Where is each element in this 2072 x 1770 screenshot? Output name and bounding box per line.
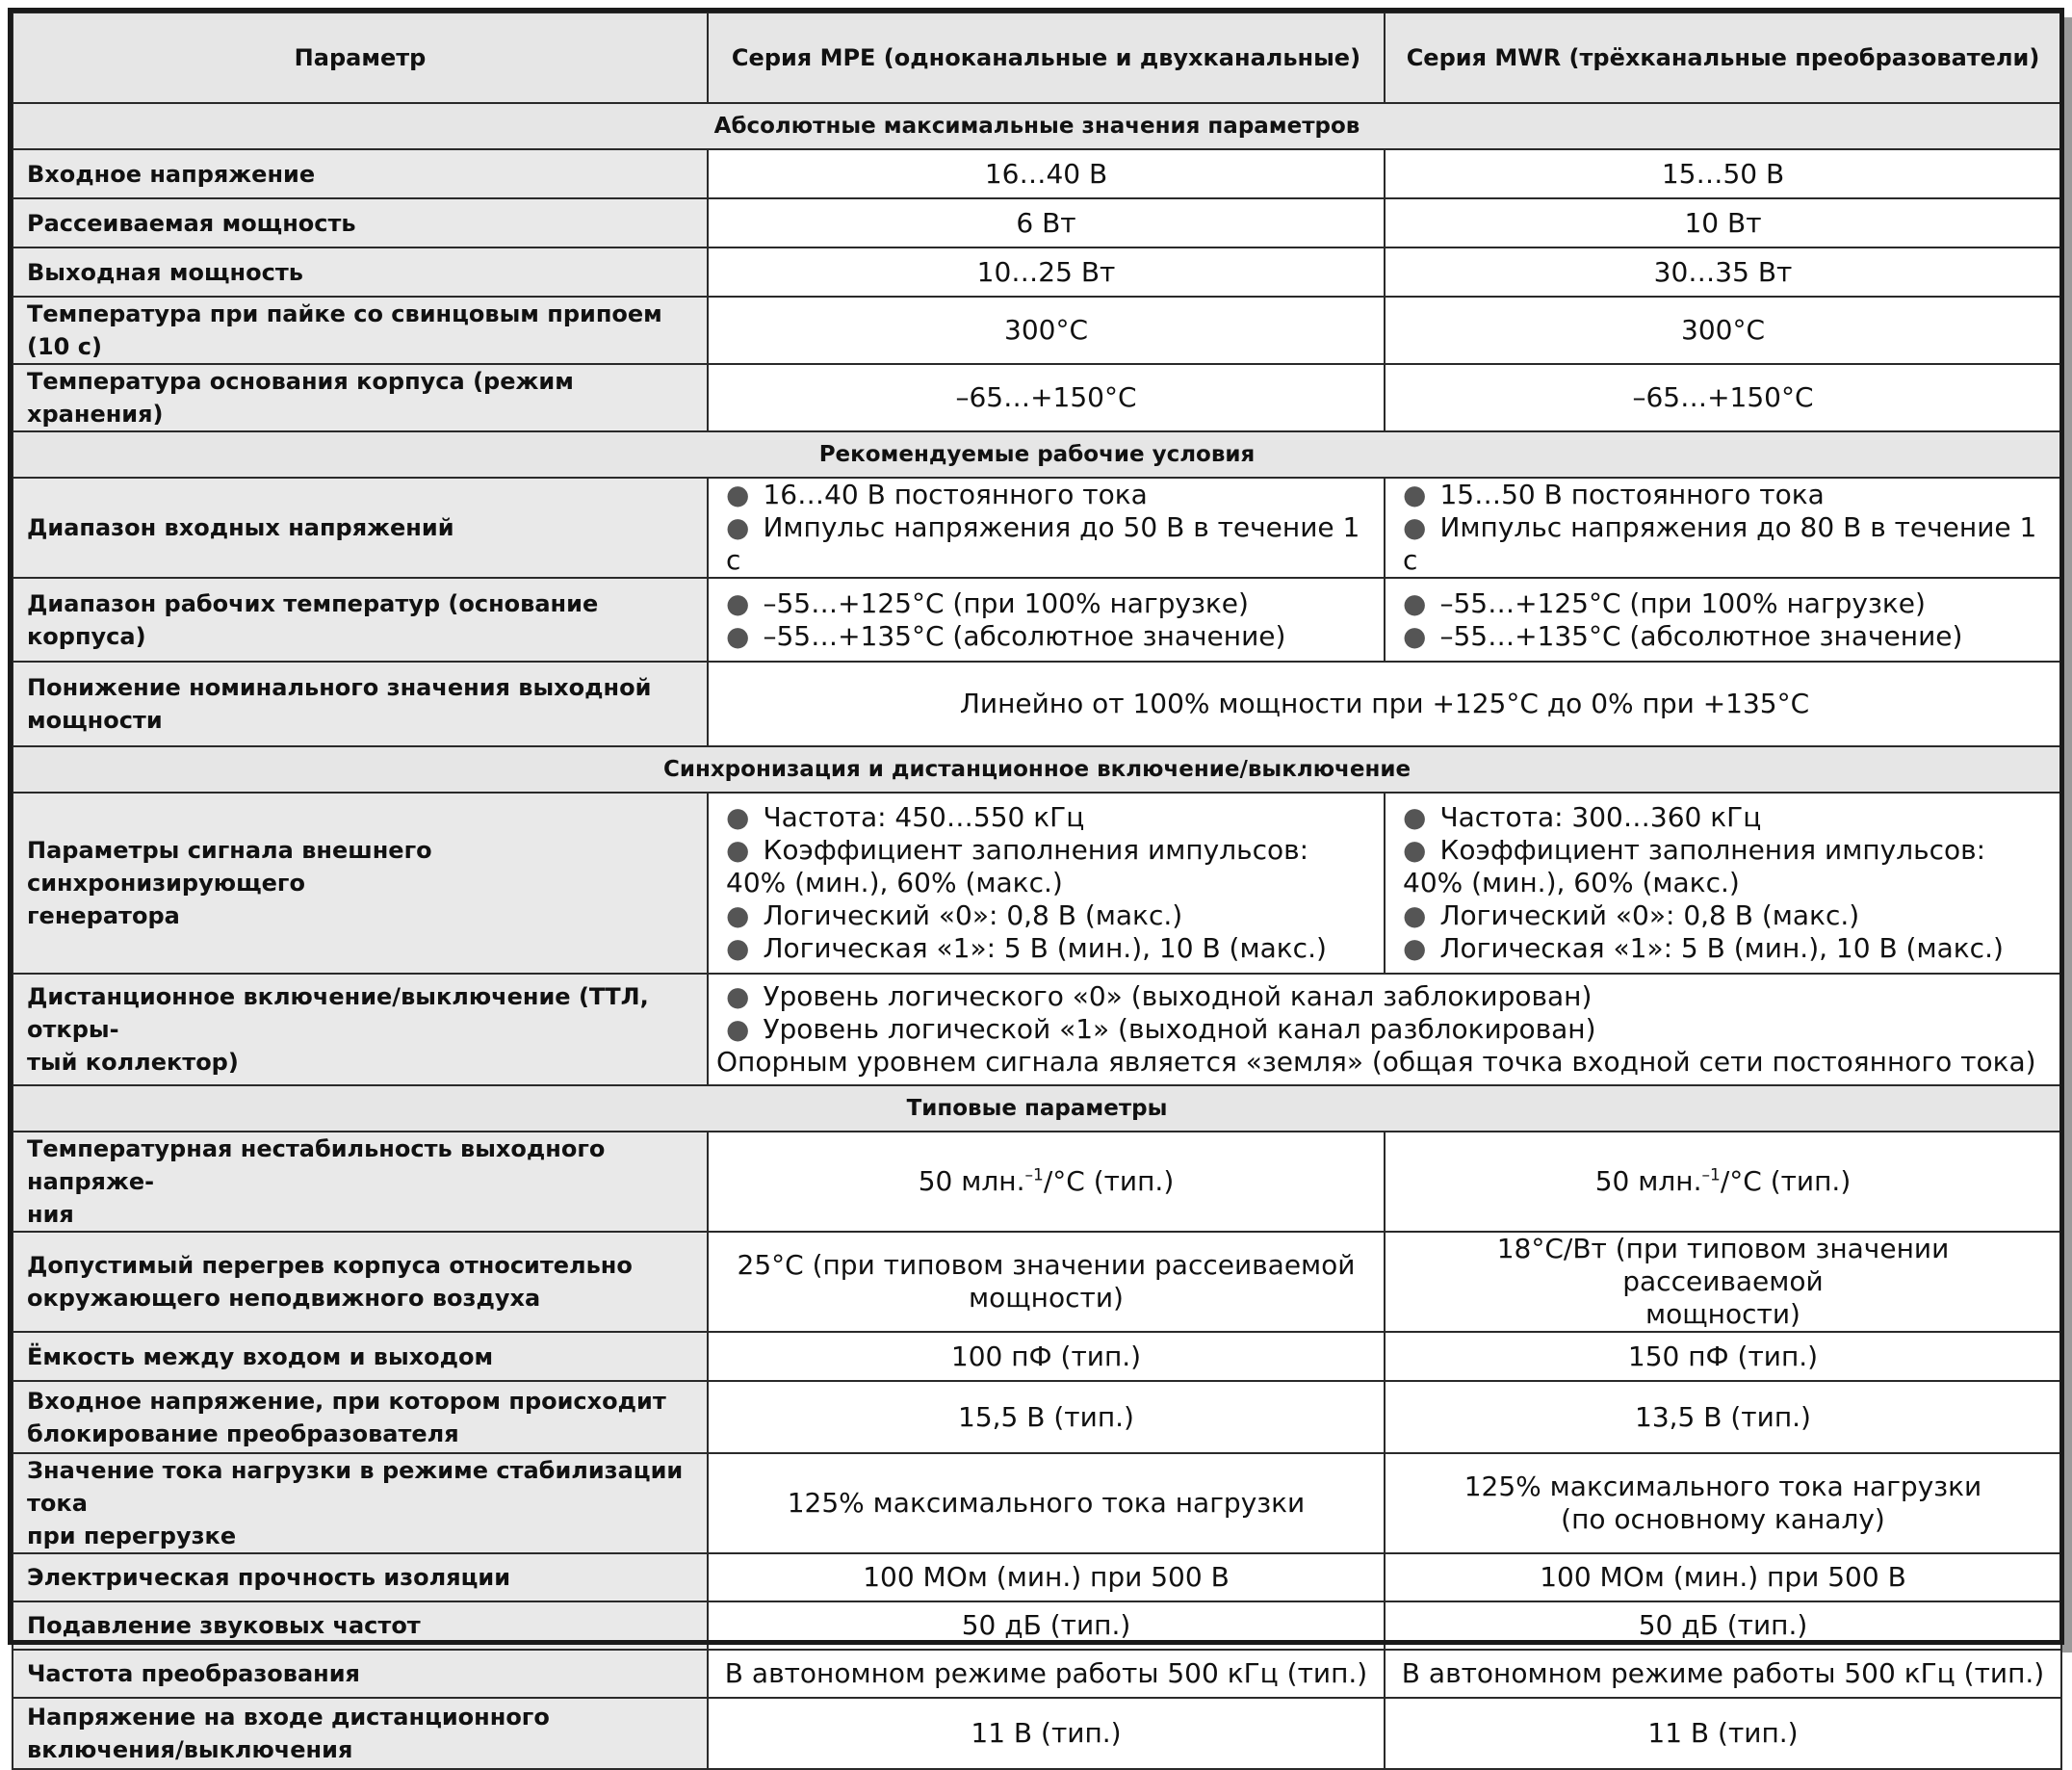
mpe-value: 10…25 Вт	[708, 247, 1385, 297]
mpe-value: 100 МОм (мин.) при 500 В	[708, 1553, 1385, 1601]
bullet-icon: ●	[1403, 586, 1427, 619]
header-mwr-series: Серия MWR (трёхканальные преобразователи)	[1385, 13, 2061, 103]
mwr-value: 11 В (тип.)	[1385, 1698, 2061, 1769]
value-part: 50 млн.	[1594, 1165, 1702, 1197]
bullet-icon: ●	[726, 1013, 750, 1045]
mpe-value: 300°С	[708, 297, 1385, 364]
bullet-icon: ●	[726, 619, 750, 652]
header-parameter: Параметр	[13, 13, 708, 103]
param-label: Рассеиваемая мощность	[13, 198, 708, 247]
mwr-value: 30…35 Вт	[1385, 247, 2061, 297]
value-line: (по основному каналу)	[1561, 1503, 1885, 1535]
mpe-value: 11 В (тип.)	[708, 1698, 1385, 1769]
section-absolute-max: Абсолютные максимальные значения параметров	[13, 103, 2061, 149]
mwr-value: 13,5 В (тип.)	[1385, 1381, 2061, 1453]
param-label	[13, 1698, 708, 1769]
param-label-line: Параметры сигнала внешнего синхронизирующего	[27, 837, 432, 897]
mwr-value: 150 пФ (тип.)	[1385, 1332, 2061, 1381]
list-item: Импульс напряжения до 80 В в течение 1 с	[1403, 511, 2037, 576]
bullet-icon: ●	[1403, 619, 1427, 652]
list-item: Логический «0»: 0,8 В (макс.)	[763, 899, 1183, 931]
mpe-value: 15,5 В (тип.)	[708, 1381, 1385, 1453]
list-item: 16…40 В постоянного тока	[763, 479, 1148, 510]
mwr-value: 50 дБ (тип.)	[1385, 1601, 2061, 1650]
bullet-icon: ●	[726, 980, 750, 1012]
param-label-line: тый коллектор)	[27, 1049, 239, 1076]
value-line: 125% максимального тока нагрузки	[1463, 1471, 1982, 1502]
list-item: –55…+135°С (абсолютное значение)	[763, 619, 1286, 652]
param-label: Температура основания корпуса (режим хранения)	[13, 364, 708, 431]
section-recommended: Рекомендуемые рабочие условия	[13, 431, 2061, 478]
list-item: 15…50 В постоянного тока	[1439, 479, 1825, 510]
bullet-icon: ●	[1403, 801, 1427, 833]
mwr-value: 10 Вт	[1385, 198, 2061, 247]
value-line: мощности)	[969, 1282, 1124, 1314]
bullet-icon: ●	[1403, 899, 1427, 931]
param-label: Входное напряжение	[13, 149, 708, 198]
list-item: Логическая «1»: 5 В (мин.), 10 В (макс.)	[763, 932, 1327, 964]
param-label-line: включения/выключения	[27, 1736, 353, 1763]
mwr-value: 300°С	[1385, 297, 2061, 364]
list-item: –55…+125°С (при 100% нагрузке)	[1439, 586, 1926, 619]
value-part: /°С (тип.)	[1720, 1165, 1852, 1197]
table-row	[13, 1698, 2061, 1769]
param-label: Диапазон рабочих температур (основание корпуса)	[13, 578, 708, 662]
header-mpe-series: Серия MPE (одноканальные и двухканальные)	[708, 13, 1385, 103]
list-item: Частота: 300…360 кГц	[1439, 801, 1762, 833]
bullet-icon: ●	[726, 479, 750, 510]
mpe-value: 100 пФ (тип.)	[708, 1332, 1385, 1381]
section-typical: Типовые параметры	[13, 1085, 2061, 1132]
param-label-line: генератора	[27, 902, 180, 929]
mpe-value: –65…+150°С	[708, 364, 1385, 431]
list-item: –55…+135°С (абсолютное значение)	[1439, 619, 1963, 652]
mpe-value: 6 Вт	[708, 198, 1385, 247]
param-label-line: Допустимый перегрев корпуса относительно	[27, 1252, 633, 1279]
value-exponent: –1	[1701, 1165, 1721, 1185]
value-part: /°С (тип.)	[1043, 1165, 1175, 1197]
param-label-line: Входное напряжение, при котором происходит	[27, 1387, 666, 1415]
list-item: Коэффициент заполнения импульсов:	[1439, 834, 1986, 866]
param-label-line: ния	[27, 1201, 74, 1228]
param-label-line: окружающего неподвижного воздуха	[27, 1285, 541, 1312]
bullet-icon: ●	[726, 801, 750, 833]
list-item-cont: 40% (мин.), 60% (макс.)	[726, 867, 1063, 898]
param-label-line: Дистанционное включение/выключение (ТТЛ, откры-	[27, 983, 649, 1043]
list-item: Логическая «1»: 5 В (мин.), 10 В (макс.)	[1439, 932, 2004, 964]
mwr-value: В автономном режиме работы 500 кГц (тип.)	[1385, 1650, 2061, 1698]
param-label-line: блокирование преобразователя	[27, 1419, 459, 1447]
list-item: Логический «0»: 0,8 В (макс.)	[1439, 899, 1860, 931]
param-label-line: Напряжение на входе дистанционного	[27, 1704, 550, 1731]
value-line: 25°С (при типовом значении рассеиваемой	[737, 1249, 1356, 1281]
remote-note: Опорным уровнем сигнала является «земля» (общая точка входной сети постоянного тока)	[716, 1046, 2036, 1078]
shared-value: Линейно от 100% мощности при +125°С до 0% при +135°С	[708, 662, 2061, 746]
param-label-line: Значение тока нагрузки в режиме стабилизации тока	[27, 1457, 684, 1517]
param-label: Ёмкость между входом и выходом	[13, 1332, 708, 1381]
table-row	[13, 1650, 2061, 1698]
param-label: Диапазон входных напряжений	[13, 478, 708, 578]
bullet-icon: ●	[1403, 834, 1427, 866]
param-label: Выходная мощность	[13, 247, 708, 297]
bullet-icon: ●	[726, 932, 750, 964]
value-part: 50 млн.	[918, 1165, 1025, 1197]
param-label: Электрическая прочность изоляции	[13, 1553, 708, 1601]
mpe-value: В автономном режиме работы 500 кГц (тип.)	[708, 1650, 1385, 1698]
param-label-line: Температурная нестабильность выходного напряже-	[27, 1135, 606, 1195]
list-item: Частота: 450…550 кГц	[763, 801, 1085, 833]
param-label: Частота преобразования	[13, 1650, 708, 1698]
bullet-icon: ●	[726, 899, 750, 931]
list-item: Импульс напряжения до 50 В в течение 1 с	[726, 511, 1360, 576]
mpe-value: 50 дБ (тип.)	[708, 1601, 1385, 1650]
mpe-value: 125% максимального тока нагрузки	[708, 1453, 1385, 1553]
bullet-icon: ●	[726, 834, 750, 866]
param-label-line: мощности	[27, 707, 163, 734]
param-label-line: при перегрузке	[27, 1523, 237, 1549]
bullet-icon: ●	[1403, 479, 1427, 510]
value-exponent: –1	[1024, 1165, 1044, 1185]
mwr-value: 15…50 В	[1385, 149, 2061, 198]
list-item: –55…+125°С (при 100% нагрузке)	[763, 586, 1249, 619]
bullet-icon: ●	[1403, 932, 1427, 964]
list-item-cont: 40% (мин.), 60% (макс.)	[1403, 867, 1740, 898]
list-item: Уровень логического «0» (выходной канал заблокирован)	[763, 980, 1593, 1012]
list-item: Уровень логической «1» (выходной канал разблокирован)	[763, 1013, 1596, 1045]
param-label: Температура при пайке со свинцовым припоем (10 с)	[13, 297, 708, 364]
section-sync: Синхронизация и дистанционное включение/выключение	[13, 746, 2061, 793]
list-item: Коэффициент заполнения импульсов:	[763, 834, 1309, 866]
mwr-value: 100 МОм (мин.) при 500 В	[1385, 1553, 2061, 1601]
mpe-value: 16…40 В	[708, 149, 1385, 198]
bullet-icon: ●	[726, 586, 750, 619]
value-line: 18°С/Вт (при типовом значении рассеиваемой	[1496, 1233, 1950, 1297]
table-frame	[8, 8, 2064, 1645]
mwr-value: –65…+150°С	[1385, 364, 2061, 431]
bullet-icon: ●	[726, 511, 750, 543]
value-line: мощности)	[1645, 1298, 1800, 1330]
bullet-icon: ●	[1403, 511, 1427, 543]
param-label-line: Понижение номинального значения выходной	[27, 674, 652, 701]
param-label: Подавление звуковых частот	[13, 1601, 708, 1650]
